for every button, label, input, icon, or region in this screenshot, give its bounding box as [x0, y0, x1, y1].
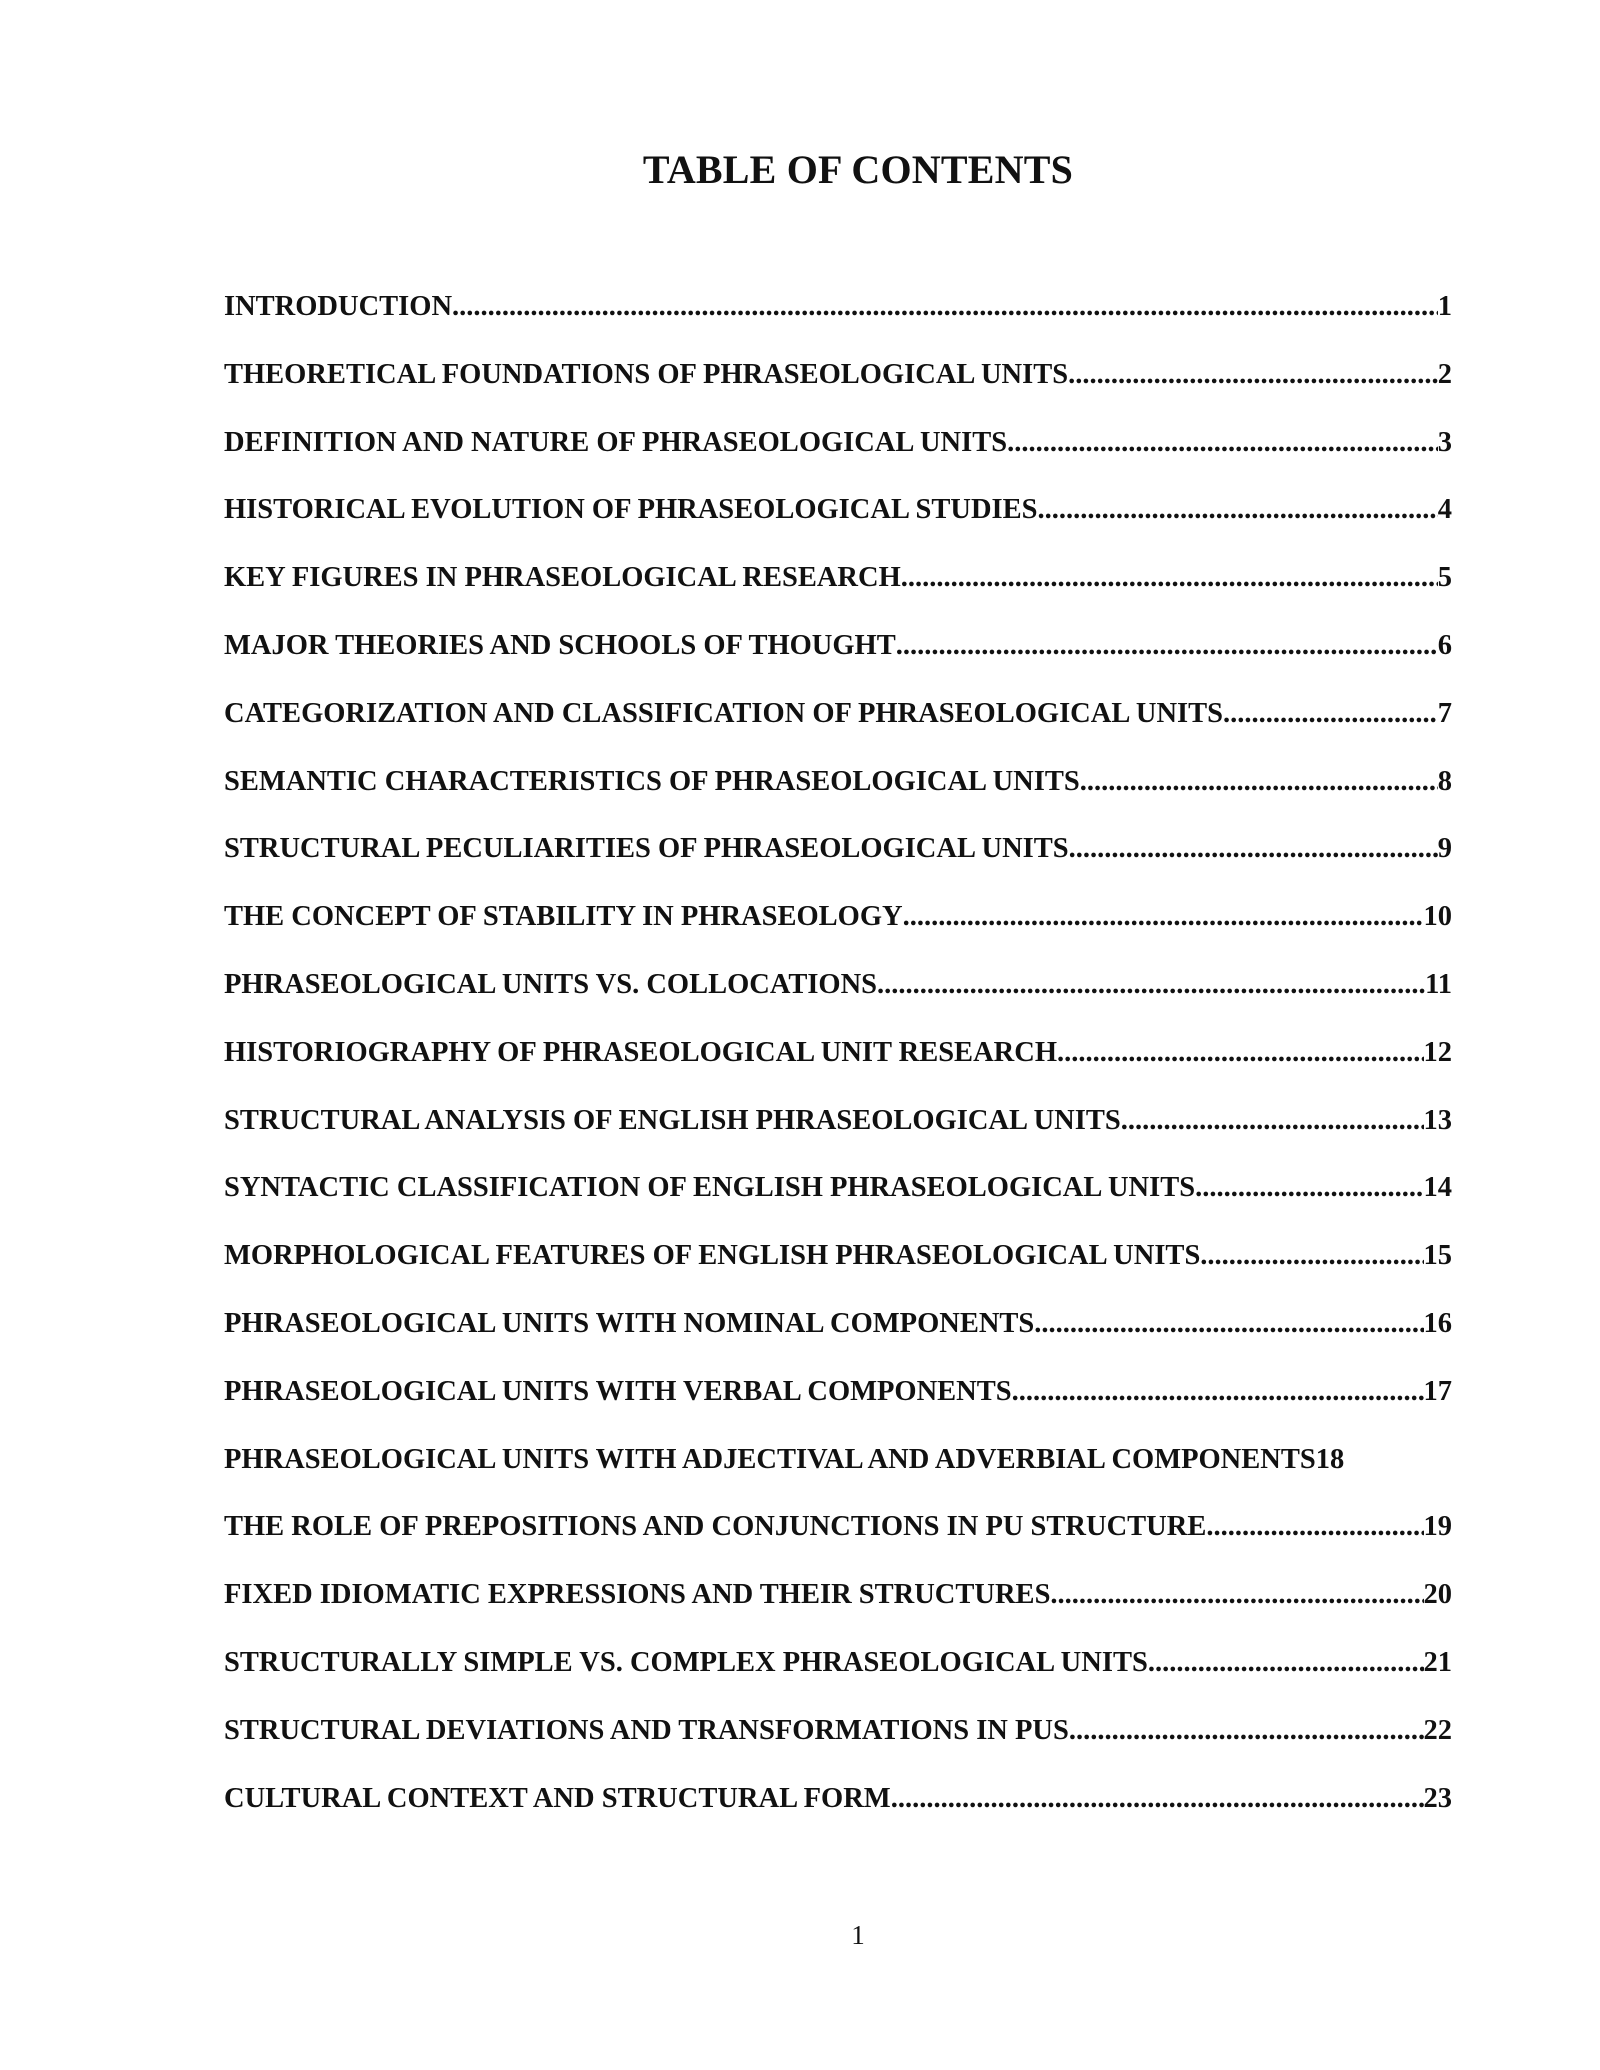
- toc-dot-leader: [1148, 1647, 1424, 1679]
- toc-dot-leader: [877, 969, 1425, 1001]
- toc-entry-page: 20: [1423, 1579, 1452, 1611]
- toc-entry-page: 4: [1437, 494, 1452, 526]
- toc-entry[interactable]: [224, 1308, 1452, 1376]
- toc-entry[interactable]: [224, 1240, 1452, 1308]
- toc-entry-page: 8: [1437, 765, 1452, 797]
- toc-entry-page: 17: [1423, 1375, 1452, 1407]
- toc-entry[interactable]: [224, 1105, 1452, 1173]
- toc-entry-page: 6: [1437, 629, 1452, 661]
- toc-dot-leader: [1007, 427, 1438, 459]
- toc-entry-title: HISTORIOGRAPHY OF PHRASEOLOGICAL UNIT RESEARCH: [224, 1036, 1057, 1068]
- toc-entry[interactable]: [224, 1579, 1452, 1647]
- toc-entry[interactable]: [224, 1715, 1452, 1783]
- toc-entry-title: CULTURAL CONTEXT AND STRUCTURAL FORM: [224, 1782, 891, 1814]
- page-number: 1: [851, 1920, 865, 1950]
- toc-entry-title: THE ROLE OF PREPOSITIONS AND CONJUNCTIONS IN PU STRUCTURE: [224, 1511, 1207, 1543]
- toc-entry[interactable]: [224, 1647, 1452, 1715]
- toc-entry-page: 18: [1315, 1443, 1345, 1475]
- toc-dot-leader: [1195, 1172, 1423, 1204]
- toc-entry[interactable]: [224, 1376, 1452, 1444]
- toc-dot-leader: [1068, 359, 1438, 391]
- toc-entry-page: 21: [1423, 1646, 1452, 1678]
- toc-entry[interactable]: [224, 766, 1452, 834]
- toc-entry-page: 10: [1423, 901, 1452, 933]
- toc-entry-page: 14: [1423, 1172, 1452, 1204]
- toc-entry-page: 16: [1423, 1307, 1452, 1339]
- toc-dot-leader: [452, 291, 1438, 323]
- toc-entry[interactable]: [224, 1511, 1452, 1579]
- toc-entry[interactable]: [224, 427, 1452, 495]
- toc-entry-page: 15: [1423, 1240, 1452, 1272]
- toc-entry-title: MORPHOLOGICAL FEATURES OF ENGLISH PHRASEOLOGICAL UNITS: [224, 1240, 1201, 1272]
- toc-dot-leader: [1069, 833, 1438, 865]
- toc-dot-leader: [1012, 1376, 1424, 1408]
- toc-entry[interactable]: [224, 833, 1452, 901]
- toc-entry-title: DEFINITION AND NATURE OF PHRASEOLOGICAL UNITS: [224, 426, 1008, 458]
- toc-entry-page: 1: [1437, 291, 1452, 322]
- toc-entry-page: 11: [1425, 968, 1452, 1000]
- toc-dot-leader: [901, 562, 1438, 594]
- toc-entry-page: 13: [1423, 1104, 1452, 1136]
- toc-entry-page: 12: [1423, 1036, 1452, 1068]
- toc-entry-page: 19: [1423, 1511, 1452, 1543]
- toc-entry-title: INTRODUCTION: [224, 291, 453, 322]
- toc-dot-leader: [1050, 1579, 1423, 1611]
- toc-dot-leader: [1057, 1037, 1424, 1069]
- toc-entry-title: SYNTACTIC CLASSIFICATION OF ENGLISH PHRASEOLOGICAL UNITS: [224, 1172, 1196, 1204]
- toc-entry-title: PHRASEOLOGICAL UNITS WITH NOMINAL COMPONENTS: [224, 1307, 1035, 1339]
- toc-dot-leader: [896, 630, 1438, 662]
- toc-dot-leader: [1206, 1511, 1423, 1543]
- toc-dot-leader: [1080, 766, 1438, 798]
- toc-entry-title: STRUCTURALLY SIMPLE VS. COMPLEX PHRASEOLOGICAL UNITS: [224, 1646, 1148, 1678]
- toc-entry-page: 5: [1437, 562, 1452, 594]
- toc-entry-title: PHRASEOLOGICAL UNITS WITH VERBAL COMPONENTS: [224, 1375, 1012, 1407]
- toc-entry-page: 23: [1423, 1782, 1452, 1814]
- toc-dot-leader: [891, 1783, 1424, 1815]
- toc-entry[interactable]: [224, 291, 1452, 359]
- toc-dot-leader: [1121, 1105, 1424, 1137]
- toc-entry[interactable]: [224, 698, 1452, 766]
- toc-entry-page: 9: [1437, 833, 1452, 865]
- toc-entry-page: 22: [1423, 1714, 1452, 1746]
- toc-entry-page: 3: [1437, 426, 1452, 458]
- toc-entry-title: PHRASEOLOGICAL UNITS WITH ADJECTIVAL AND ADVERBIAL COMPONENTS: [224, 1443, 1316, 1475]
- table-of-contents: [224, 291, 1452, 1850]
- toc-entry-title: FIXED IDIOMATIC EXPRESSIONS AND THEIR STRUCTURES: [224, 1579, 1051, 1611]
- toc-entry-title: STRUCTURAL PECULIARITIES OF PHRASEOLOGICAL UNITS: [224, 833, 1069, 865]
- toc-dot-leader: [1037, 494, 1437, 526]
- toc-entry-title: HISTORICAL EVOLUTION OF PHRASEOLOGICAL STUDIES: [224, 494, 1038, 526]
- toc-entry-title: STRUCTURAL DEVIATIONS AND TRANSFORMATIONS IN PUS: [224, 1714, 1069, 1746]
- toc-dot-leader: [903, 901, 1424, 933]
- toc-entry-title: PHRASEOLOGICAL UNITS VS. COLLOCATIONS: [224, 968, 878, 1000]
- toc-entry[interactable]: [224, 969, 1452, 1037]
- toc-entry-title: MAJOR THEORIES AND SCHOOLS OF THOUGHT: [224, 629, 896, 661]
- page-title: TABLE OF CONTENTS: [642, 147, 1074, 192]
- toc-entry[interactable]: [224, 901, 1452, 969]
- toc-entry-title: THE CONCEPT OF STABILITY IN PHRASEOLOGY: [224, 901, 903, 933]
- toc-entry-title: SEMANTIC CHARACTERISTICS OF PHRASEOLOGICAL UNITS: [224, 765, 1080, 797]
- toc-entry[interactable]: [224, 494, 1452, 562]
- toc-entry[interactable]: [224, 630, 1452, 698]
- toc-dot-leader: [1200, 1240, 1423, 1272]
- toc-entry[interactable]: [224, 1037, 1452, 1105]
- toc-entry-title: CATEGORIZATION AND CLASSIFICATION OF PHRASEOLOGICAL UNITS: [224, 697, 1224, 729]
- toc-entry-page: 7: [1437, 697, 1452, 729]
- toc-entry[interactable]: [224, 562, 1452, 630]
- toc-entry[interactable]: [224, 1444, 1484, 1512]
- toc-entry[interactable]: [224, 359, 1452, 427]
- toc-dot-leader: [1223, 698, 1438, 730]
- toc-entry-title: THEORETICAL FOUNDATIONS OF PHRASEOLOGICAL UNITS: [224, 358, 1069, 390]
- toc-entry[interactable]: [224, 1783, 1452, 1851]
- toc-entry-page: 2: [1437, 358, 1452, 390]
- toc-entry-title: STRUCTURAL ANALYSIS OF ENGLISH PHRASEOLOGICAL UNITS: [224, 1104, 1121, 1136]
- toc-dot-leader: [1069, 1715, 1424, 1747]
- toc-entry-title: KEY FIGURES IN PHRASEOLOGICAL RESEARCH: [224, 562, 901, 594]
- toc-entry[interactable]: [224, 1172, 1452, 1240]
- toc-dot-leader: [1034, 1308, 1423, 1340]
